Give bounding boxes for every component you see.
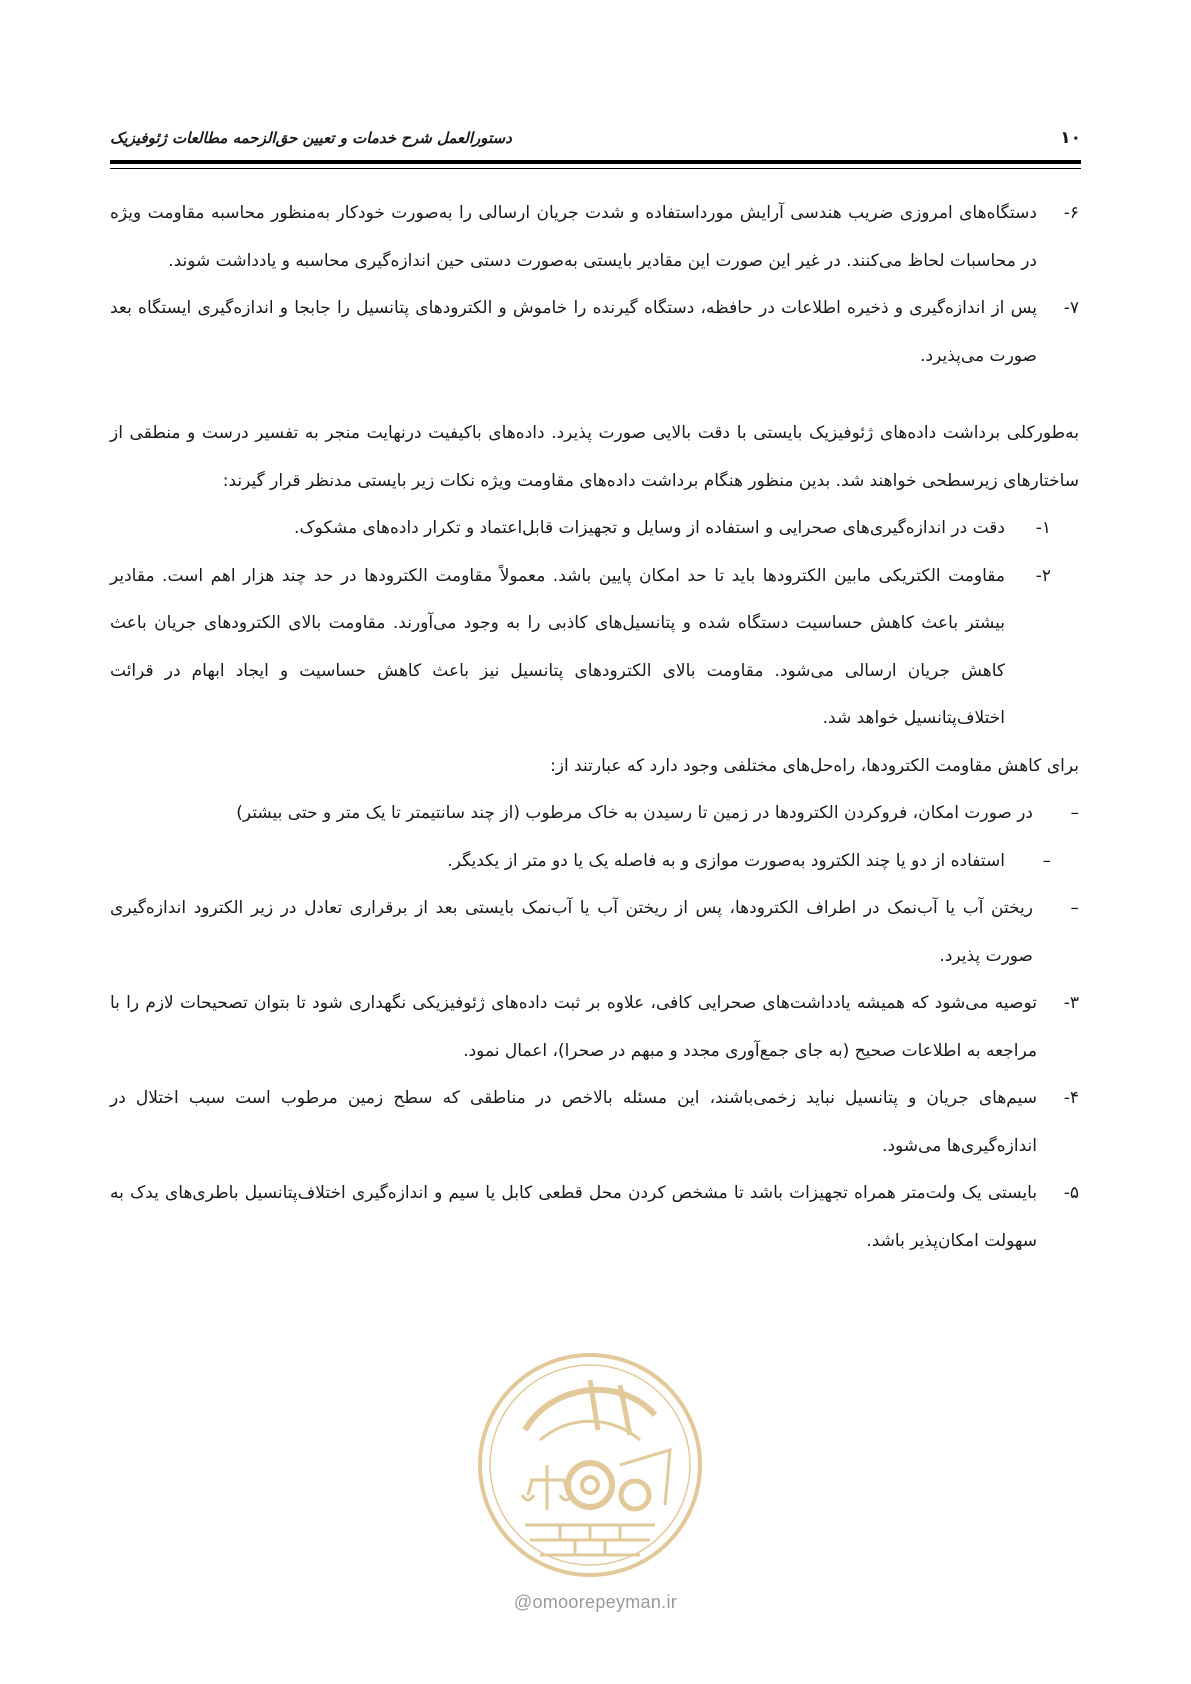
numbered-item-6 — [110, 190, 1079, 285]
numbered-item-7 — [110, 285, 1079, 380]
item-number: ۱- — [1035, 518, 1051, 538]
page-header — [110, 128, 1081, 148]
numbered-item-2 — [110, 553, 1079, 743]
item-text: مقاومت الکتریکی مابین الکترودها باید تا حد امکان پایین باشد. معمولاً مقاومت الکترودها در حد چند هزار اهم است. مقادیر بیشتر باعث کاهش حساسیت دستگاه شده و پتانسیل‌های کاذبی را به وجود می‌آورند. مقاومت بالای الکترودهای جریان باعث کاهش جریان ارسالی می‌شود. مقاومت بالای الکترودهای پتانسیل نیز باعث کاهش حساسیت و ایجاد ابهام در قرائت اختلاف‌پتانسیل خواهد شد. — [110, 565, 1005, 728]
methods-intro: برای کاهش مقاومت الکترودها، راه‌حل‌های مختلفی وجود دارد که عبارتند از: — [550, 755, 1079, 776]
item-number: ۵- — [1063, 1183, 1079, 1203]
document-body — [110, 190, 1079, 1265]
item-number: ۳- — [1063, 993, 1079, 1013]
intro-paragraph: به‌طورکلی برداشت داده‌های ژئوفیزیک بایستی با دقت بالایی صورت پذیرد. داده‌های باکیفیت درنهایت منجر به تفسیر درست و منطقی از ساختارهای زیرسطحی خواهند شد. بدین منظور هنگام برداشت داده‌های مقاومت ویژه نکات زیر بایستی مدنظر قرار گیرند: — [110, 423, 1079, 491]
numbered-item-1 — [110, 505, 1079, 553]
numbered-item-4 — [110, 1075, 1079, 1170]
item-number: ۴- — [1063, 1088, 1079, 1108]
item-text: ریختن آب یا آب‌نمک در اطراف الکترودها، پس از ریختن آب یا آب‌نمک بایستی بعد از برقراری تعادل در زیر الکترود اندازه‌گیری صورت پذیرد. — [110, 898, 1033, 966]
dash-bullet: – — [1042, 850, 1051, 871]
item-text: توصیه می‌شود که همیشه یادداشت‌های صحرایی کافی، علاوه بر ثبت داده‌های ژئوفیزیکی نگهداری شود تا بتوان تصحیحات لازم را با مراجعه به اطلاعات صحیح (به جای جمع‌آوری مجدد و مبهم در صحرا)، اعمال نمود. — [110, 993, 1037, 1061]
numbered-item-5 — [110, 1170, 1079, 1265]
dash-item-2 — [110, 838, 1079, 886]
dash-item-3 — [110, 885, 1079, 980]
item-number: ۶- — [1063, 203, 1079, 223]
header-rule — [110, 160, 1081, 169]
page-number: ۱۰ — [1060, 128, 1081, 148]
watermark-url: @omoorepeyman.ir — [513, 1592, 678, 1612]
item-text: بایستی یک ولت‌متر همراه تجهیزات باشد تا مشخص کردن محل قطعی کابل یا سیم و اندازه‌گیری اختلاف‌پتانسیل باطری‌های یدک به سهولت امکان‌پذیر باشد. — [110, 1183, 1037, 1251]
numbered-item-3 — [110, 980, 1079, 1075]
item-text: در صورت امکان، فروکردن الکترودها در زمین تا رسیدن به خاک مرطوب (از چند سانتیمتر تا یک متر و حتی بیشتر) — [236, 803, 1033, 823]
watermark-seal-icon — [470, 1345, 710, 1585]
item-text: استفاده از دو یا چند الکترود به‌صورت موازی و به فاصله یک یا دو متر از یکدیگر. — [447, 850, 1005, 871]
item-text: سیم‌های جریان و پتانسیل نباید زخمی‌باشند، این مسئله بالاخص در مناطقی که سطح زمین مرطوب است سبب اختلال در اندازه‌گیری‌ها می‌شود. — [110, 1088, 1037, 1156]
item-number: ۲- — [1035, 565, 1051, 586]
dash-item-1 — [110, 790, 1079, 838]
dash-bullet: – — [1070, 803, 1079, 823]
item-number: ۷- — [1063, 298, 1079, 318]
document-title: دستورالعمل شرح خدمات و تعیین حق‌الزحمه مطالعات ژئوفیزیک — [110, 129, 512, 147]
item-text: دقت در اندازه‌گیری‌های صحرایی و استفاده از وسایل و تجهیزات قابل‌اعتماد و تکرار داده‌های مشکوک. — [294, 518, 1005, 538]
item-text: پس از اندازه‌گیری و ذخیره اطلاعات در حافظه، دستگاه گیرنده را خاموش و الکترودهای پتانسیل را جابجا و اندازه‌گیری ایستگاه بعد صورت می‌پذیرد. — [110, 298, 1037, 366]
item-text: دستگاه‌های امروزی ضریب هندسی آرایش مورداستفاده و شدت جریان ارسالی را به‌صورت خودکار به‌منظور محاسبه مقاومت ویژه در محاسبات لحاظ می‌کنند. در غیر این صورت این مقادیر بایستی به‌صورت دستی حین اندازه‌گیری محاسبه و یادداشت شوند. — [110, 203, 1037, 271]
spacer — [110, 380, 1079, 410]
dash-bullet: – — [1070, 898, 1079, 918]
